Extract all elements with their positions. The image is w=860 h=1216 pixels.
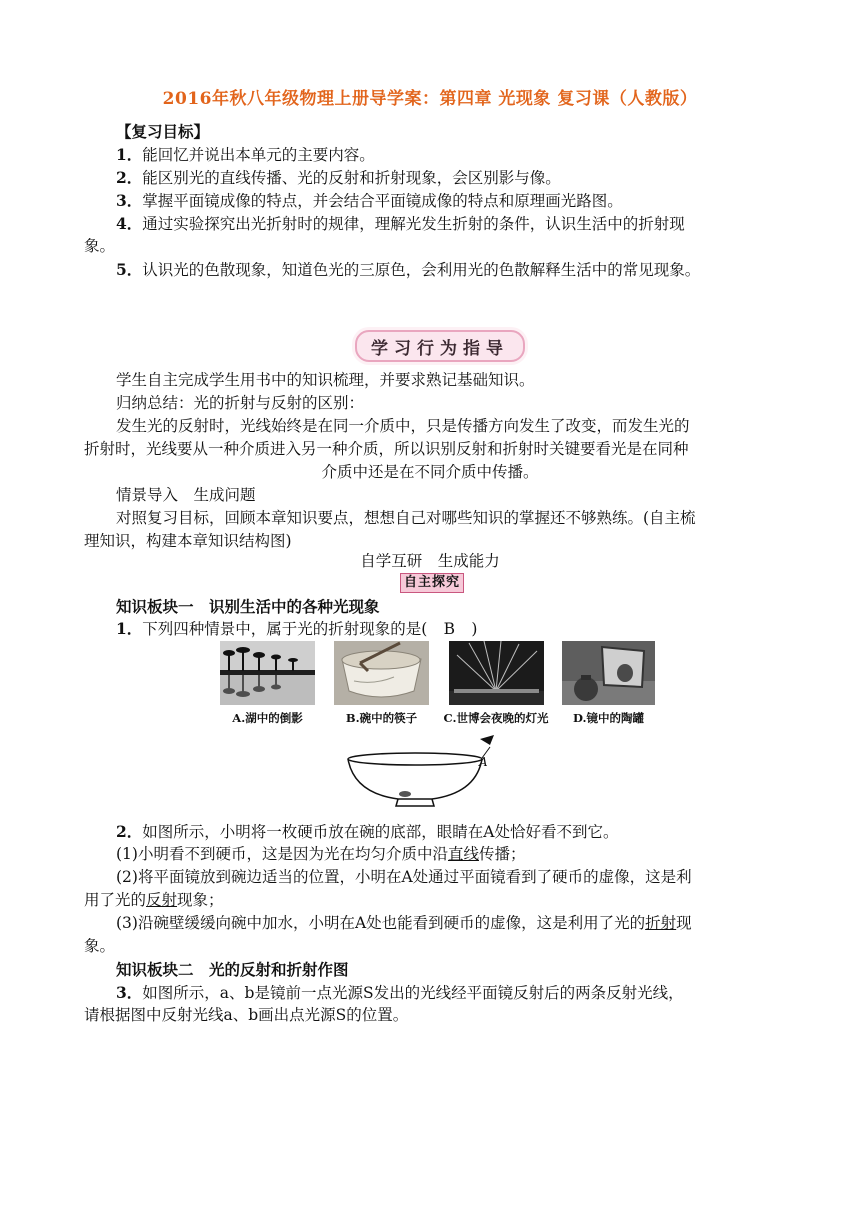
question-1 bbox=[116, 617, 477, 641]
part-text: 现 bbox=[676, 914, 692, 932]
guide-paragraph-3-line-2: 折射时，光线要从一种介质进入另一种介质，所以识别反射和折射时关键要看光是在同种 bbox=[84, 440, 689, 458]
goal-3 bbox=[116, 189, 623, 213]
guide-paragraph-5-line-2: 理知识，构建本章知识结构图) bbox=[84, 532, 292, 550]
goal-1 bbox=[116, 143, 375, 167]
goal-text: 能回忆并说出本单元的主要内容。 bbox=[142, 146, 375, 164]
block2-heading: 知识板块二 光的反射和折射作图 bbox=[116, 960, 349, 979]
goal-number: 3． bbox=[116, 191, 143, 210]
question-2-part-3-line-2: 象。 bbox=[84, 937, 116, 955]
caption-c: C.世博会夜晚的灯光 bbox=[443, 711, 549, 725]
review-goals-heading: 【复习目标】 bbox=[116, 122, 210, 141]
bowl-diagram bbox=[340, 733, 510, 809]
part-text: 用了光的 bbox=[84, 891, 147, 909]
photo-jar-in-mirror bbox=[562, 641, 655, 705]
question-2-part-1 bbox=[116, 843, 526, 866]
part-text: (3)沿碗壁缓缓向碗中加水，小明在A处也能看到硬币的虚像，这是利用了光的 bbox=[116, 914, 646, 932]
answer-blank: 反射 bbox=[146, 891, 178, 909]
question-answer: B bbox=[443, 620, 456, 638]
question-3 bbox=[116, 981, 684, 1005]
goal-number: 2． bbox=[116, 168, 143, 187]
question-text: 如图所示，a、b是镜前一点光源S发出的光线经平面镜反射后的两条反射光线， bbox=[142, 984, 684, 1002]
answer-blank: 折射 bbox=[645, 914, 677, 932]
question-number: 1． bbox=[116, 619, 143, 638]
answer-blank: 直线 bbox=[447, 845, 479, 863]
goal-5 bbox=[116, 258, 700, 282]
guide-paragraph-1: 学生自主完成学生用书中的知识梳理，并要求熟记基础知识。 bbox=[116, 371, 535, 389]
goal-2 bbox=[116, 166, 561, 190]
block1-heading: 知识板块一 识别生活中的各种光现象 bbox=[116, 597, 380, 616]
section-banner: 学习行为指导 bbox=[355, 330, 525, 362]
question-text: 下列四种情景中，属于光的折射现象的是( bbox=[142, 620, 428, 638]
scene-intro: 情景导入 生成问题 bbox=[116, 486, 256, 504]
self-explore-tag: 自主探究 bbox=[400, 573, 464, 593]
goal-4 bbox=[116, 212, 776, 236]
question-bracket: ) bbox=[471, 620, 478, 638]
diagram-label-a: A bbox=[479, 755, 488, 769]
goal-number: 4． bbox=[116, 214, 143, 233]
caption-d: D.镜中的陶罐 bbox=[572, 711, 645, 725]
goal-number: 1． bbox=[116, 145, 143, 164]
part-text: (1)小明看不到硬币，这是因为光在均匀介质中沿 bbox=[116, 845, 448, 863]
goal-text: 掌握平面镜成像的特点，并会结合平面镜成像的特点和原理画光路图。 bbox=[142, 192, 623, 210]
question-number: 2． bbox=[116, 822, 143, 841]
guide-paragraph-3-line-1: 发生光的反射时，光线始终是在同一介质中，只是传播方向发生了改变，而发生光的 bbox=[116, 417, 690, 435]
guide-paragraph-5-line-1: 对照复习目标，回顾本章知识要点，想想自己对哪些知识的掌握还不够熟练。(自主梳 bbox=[116, 509, 696, 527]
caption-a: A.湖中的倒影 bbox=[232, 711, 303, 725]
goal-4-continued: 象。 bbox=[84, 237, 116, 255]
part-text: 现象； bbox=[177, 891, 224, 909]
question-2-part-2: (2)将平面镜放到碗边适当的位置，小明在A处通过平面镜看到了硬币的虚像，这是利 bbox=[116, 868, 692, 886]
guide-paragraph-3-line-3: 介质中还是在不同介质中传播。 bbox=[321, 463, 539, 481]
self-study-heading: 自学互研 生成能力 bbox=[360, 552, 500, 570]
guide-paragraph-2: 归纳总结：光的折射与反射的区别： bbox=[116, 394, 365, 412]
question-2-part-3 bbox=[116, 912, 692, 935]
goal-text: 通过实验探究出光折射时的规律，理解光发生折射的条件，认识生活中的折射现 bbox=[142, 215, 685, 233]
caption-b: B.碗中的筷子 bbox=[345, 711, 418, 725]
question-number: 3． bbox=[116, 983, 143, 1002]
question-text: 如图所示，小明将一枚硬币放在碗的底部，眼睛在A处恰好看不到它。 bbox=[142, 823, 619, 841]
question-2-part-2-line-2 bbox=[84, 889, 224, 912]
question-2 bbox=[116, 820, 619, 844]
part-text: 传播； bbox=[478, 845, 526, 863]
goal-text: 能区别光的直线传播、光的反射和折射现象，会区别影与像。 bbox=[142, 169, 561, 187]
photo-night-lights bbox=[449, 641, 544, 705]
question-3-line-2: 请根据图中反射光线a、b画出点光源S的位置。 bbox=[84, 1006, 409, 1024]
goal-number: 5． bbox=[116, 260, 143, 279]
photo-chopsticks-in-bowl bbox=[334, 641, 429, 705]
photo-lake-reflection bbox=[220, 641, 315, 705]
goal-text: 认识光的色散现象，知道色光的三原色，会利用光的色散解释生活中的常见现象。 bbox=[142, 261, 701, 279]
page-title: 2016年秋八年级物理上册导学案：第四章 光现象 复习课（人教版） bbox=[162, 89, 698, 109]
